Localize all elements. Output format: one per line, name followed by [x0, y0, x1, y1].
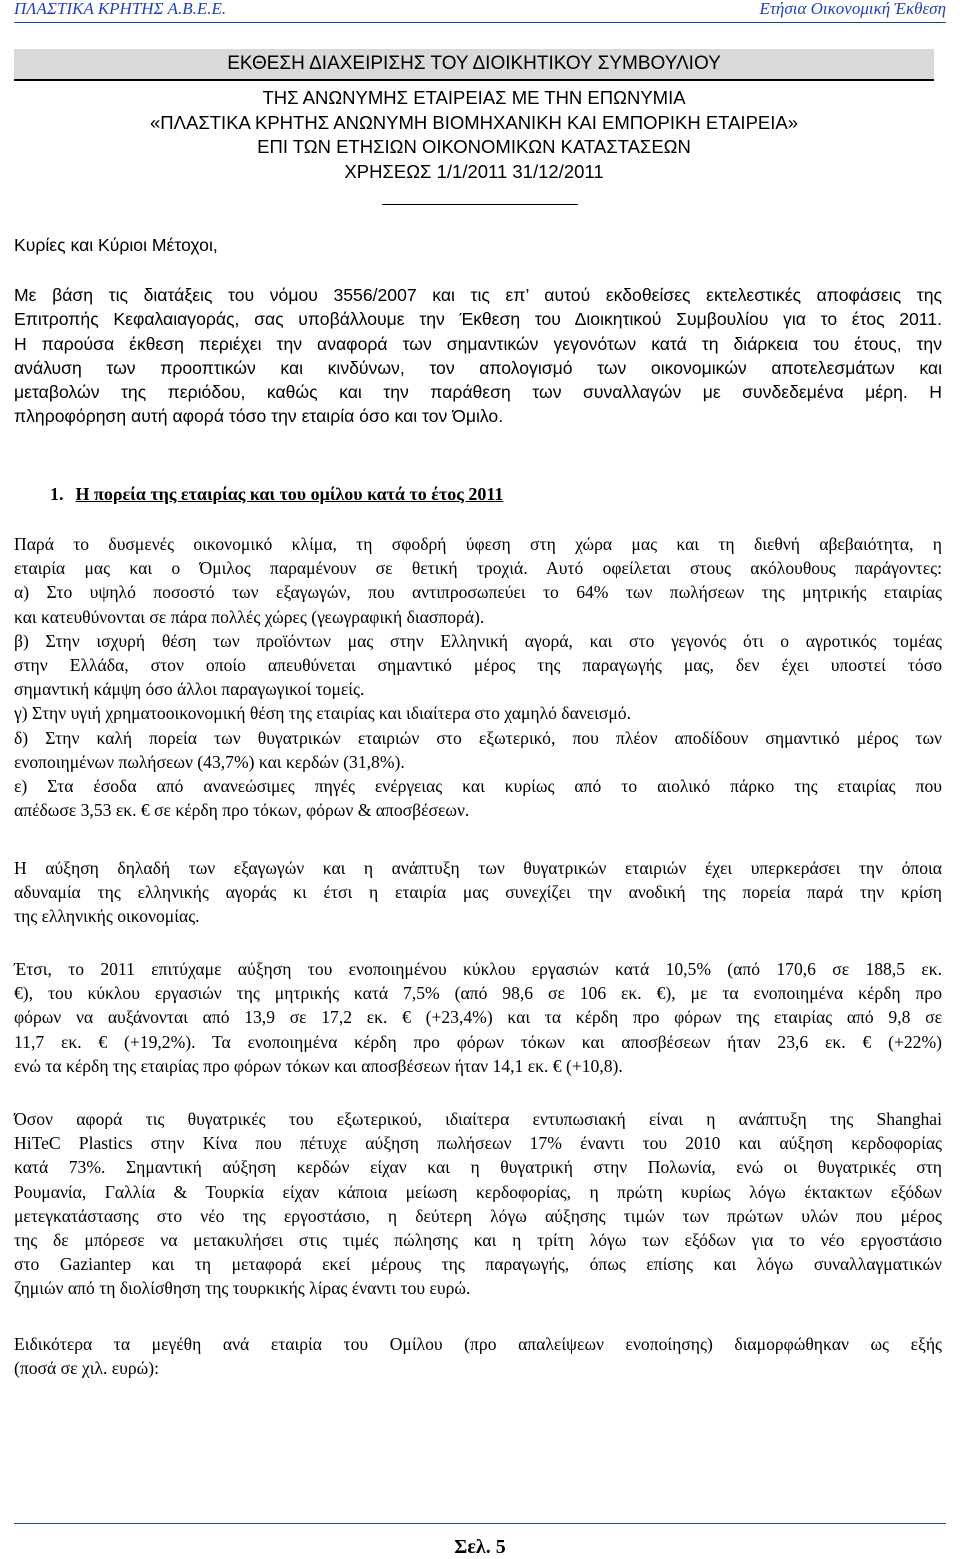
report-title: ΕΚΘΕΣΗ ΔΙΑΧΕΙΡΙΣΗΣ ΤΟΥ ΔΙΟΙΚΗΤΙΚΟΥ ΣΥΜΒΟΥΛΙΟΥ: [227, 53, 721, 74]
results-2011-paragraph: [14, 957, 942, 1078]
text-line: εταιρία μας και ο Όμιλος παραμένουν σε θετική τροχιά. Αυτό οφείλεται στους ακόλουθους παράγοντες:: [14, 558, 942, 579]
text-line: σημαντική κάμψη όσο άλλοι παραγωγικοί τομείς.: [14, 679, 365, 700]
text-line: ενώ τα κέρδη της εταιρίας προ φόρων τόκων και αποσβέσεων ήταν 14,1 εκ. € (+10,8).: [14, 1055, 623, 1076]
text-line: Ρουμανία, Γαλλία & Τουρκία είχαν κάποια μείωση κερδοφορίας, η πρώτη κυρίως λόγω έκτακτων εξόδων: [14, 1181, 942, 1202]
subtitle-line: ΧΡΗΣΕΩΣ 1/1/2011 31/12/2011: [344, 161, 604, 183]
text-line: ανάλυση των προοπτικών και κινδύνων, τον απολογισμό των οικονομικών αποτελεσμάτων και: [14, 357, 942, 378]
text-line: Έτσι, το 2011 επιτύχαμε αύξηση του ενοποιημένου κύκλου εργασιών κατά 10,5% (από 170,6 σε 188,5 εκ.: [14, 959, 942, 979]
text-line: μεταβολών της περιόδου, καθώς και την παράθεση των συναλλαγών με συνδεδεμένα μέρη. Η: [14, 382, 942, 403]
subtitle-line: «ΠΛΑΣΤΙΚΑ ΚΡΗΤΗΣ ΑΝΩΝΥΜΗ ΒΙΟΜΗΧΑΝΙΚΗ ΚΑΙ ΕΜΠΟΡΙΚΗ ΕΤΑΙΡΕΙΑ»: [149, 111, 799, 133]
text-line: Παρά το δυσμενές οικονομικό κλίμα, τη σφοδρή ύφεση στη χώρα μας και τη διεθνή αβεβαιότητα, η: [14, 534, 942, 554]
text-line: κατά 73%. Σημαντική αύξηση κερδών είχαν και η θυγατρική στην Πολωνία, ενώ οι θυγατρικές στη: [14, 1157, 942, 1178]
text-line: 11,7 εκ. € (+19,2%). Τα ενοποιημένα κέρδη προ φόρων τόκων και αποσβέσεων ήταν 23,6 εκ. € (+22%): [14, 1031, 942, 1052]
subsidiaries-paragraph: [14, 1107, 942, 1301]
text-line: αδυναμία της ελληνικής αγοράς κι έτσι η εταιρία μας συνεχίζει την ανοδική της πορεία παρά την κρίση: [14, 882, 942, 903]
intro-paragraph: [14, 283, 942, 429]
text-line: (ποσά σε χιλ. ευρώ):: [14, 1358, 159, 1379]
text-line: Επιτροπής Κεφαλαιαγοράς, σας υποβάλλουμε την Έκθεση του Διοικητικού Συμβουλίου για το έτος 2011.: [14, 309, 942, 330]
page-number: Σελ. 5: [454, 1536, 506, 1558]
text-line: Με βάση τις διατάξεις του νόμου 3556/2007 και τις επ’ αυτού εκδοθείσες εκτελεστικές αποφάσεις της: [14, 285, 942, 305]
text-line: €), του κύκλου εργασιών της μητρικής κατά 7,5% (από 98,6 σε 106 εκ. €), με τα ενοποιημένα κέρδη προ: [14, 983, 942, 1004]
text-line: στην Ελλάδα, στον οποίο απευθύνεται σημαντικό μέρος της παραγωγής μας, δεν έχει υποστεί τόσο: [14, 655, 942, 676]
section-heading: [50, 484, 503, 505]
text-line: γ) Στην υγιή χρηματοοικονομική θέση της εταιρίας και ιδιαίτερα στο χαμηλό δανεισμό.: [14, 703, 632, 724]
text-line: Η αύξηση δηλαδή των εξαγωγών και η ανάπτυξη των θυγατρικών εταιριών έχει υπερκεράσει την όποια: [14, 858, 942, 878]
text-line: και κατευθύνονται σε πάρα πολλές χώρες (γεωγραφική διασπορά).: [14, 606, 485, 627]
text-line: δ) Στην καλή πορεία των θυγατρικών εταιριών στο εξωτερικό, που πλέον αποδίδουν σημαντικό μέρος των: [14, 727, 942, 748]
text-line: της ελληνικής οικονομίας.: [14, 906, 200, 927]
footer-divider: [14, 1523, 946, 1524]
text-line: στο Gaziantep και τη μεταφορά εκεί μέρους της παραγωγής, όπως επίσης και λόγω συναλλαγματικών: [14, 1254, 942, 1275]
text-line: Η παρούσα έκθεση περιέχει την αναφορά των σημαντικών γεγονότων κατά τη διάρκεια του έτους, την: [14, 333, 942, 354]
greeting: Κυρίες και Κύριοι Μέτοχοι,: [14, 235, 218, 255]
text-line: απέδωσε 3,53 εκ. € σε κέρδη προ τόκων, φόρων & αποσβέσεων.: [14, 800, 470, 821]
title-divider: [382, 204, 578, 205]
text-line: Όσον αφορά τις θυγατρικές του εξωτερικού, ιδιαίτερα εντυπωσιακή είναι η ανάπτυξη της Shanghai: [14, 1109, 942, 1129]
text-line: φόρων να αυξάνονται από 13,9 σε 17,2 εκ. € (+23,4%) και τα κέρδη προ φόρων της εταιρίας από 9,8 σε: [14, 1007, 942, 1028]
text-line: HiTeC Plastics στην Κίνα που πέτυχε αύξηση πωλήσεων 17% έναντι του 2010 και αύξηση κερδοφορίας: [14, 1133, 942, 1154]
report-subtitle: [14, 86, 934, 185]
page-header: [14, 0, 946, 23]
title-band: [14, 49, 934, 81]
text-line: μετεγκατάστασης στο νέο της εργοστάσιο, η δεύτερη λόγω αύξησης τιμών των πρώτων υλών που μέρος: [14, 1205, 942, 1226]
section-title: Η πορεία της εταιρίας και του ομίλου κατά το έτος 2011: [75, 484, 504, 504]
exports-paragraph: [14, 856, 942, 929]
text-line: πληροφόρηση αυτή αφορά τόσο την εταιρία όσο και τον Όμιλο.: [14, 406, 504, 427]
text-line: ε) Στα έσοδα από ανανεώσιμες πηγές ενέργειας και κυρίως από το αιολικό πάρκο της εταιρίας που: [14, 776, 942, 797]
text-line: Ειδικότερα τα μεγέθη ανά εταιρία του Ομίλου (προ απαλείψεων ενοποίησης) διαμορφώθηκαν ως εξής: [14, 1334, 942, 1354]
text-line: α) Στο υψηλό ποσοστό των εξαγωγών, που αντιπροσωπεύει το 64% των πωλήσεων της μητρικής εταιρίας: [14, 582, 942, 603]
group-figures-paragraph: [14, 1332, 942, 1380]
text-line: ζημιών από τη διολίσθηση της τουρκικής λίρας έναντι του ευρώ.: [14, 1278, 471, 1299]
section-number: 1.: [50, 484, 64, 504]
text-line: της δε μπόρεσε να μετακυλήσει στις τιμές πώλησης και η τρίτη λόγω των εξόδων για το νέο εργοστάσιο: [14, 1230, 942, 1251]
header-company: ΠΛΑΣΤΙΚΑ ΚΡΗΤΗΣ Α.Β.Ε.Ε.: [14, 0, 227, 18]
factors-paragraph: [14, 532, 942, 822]
text-line: ενοποιημένων πωλήσεων (43,7%) και κερδών (31,8%).: [14, 751, 405, 772]
subtitle-line: ΤΗΣ ΑΝΩΝΥΜΗΣ ΕΤΑΙΡΕΙΑΣ ΜΕ ΤΗΝ ΕΠΩΝΥΜΙΑ: [262, 87, 686, 108]
text-line: β) Στην ισχυρή θέση των προϊόντων μας στην Ελληνική αγορά, και στο γεγονός ότι ο αγροτικός τομέας: [14, 630, 942, 651]
header-doc-title: Ετήσια Οικονομική Έκθεση: [759, 0, 946, 18]
subtitle-line: ΕΠΙ ΤΩΝ ΕΤΗΣΙΩΝ ΟΙΚΟΝΟΜΙΚΩΝ ΚΑΤΑΣΤΑΣΕΩΝ: [257, 136, 691, 158]
